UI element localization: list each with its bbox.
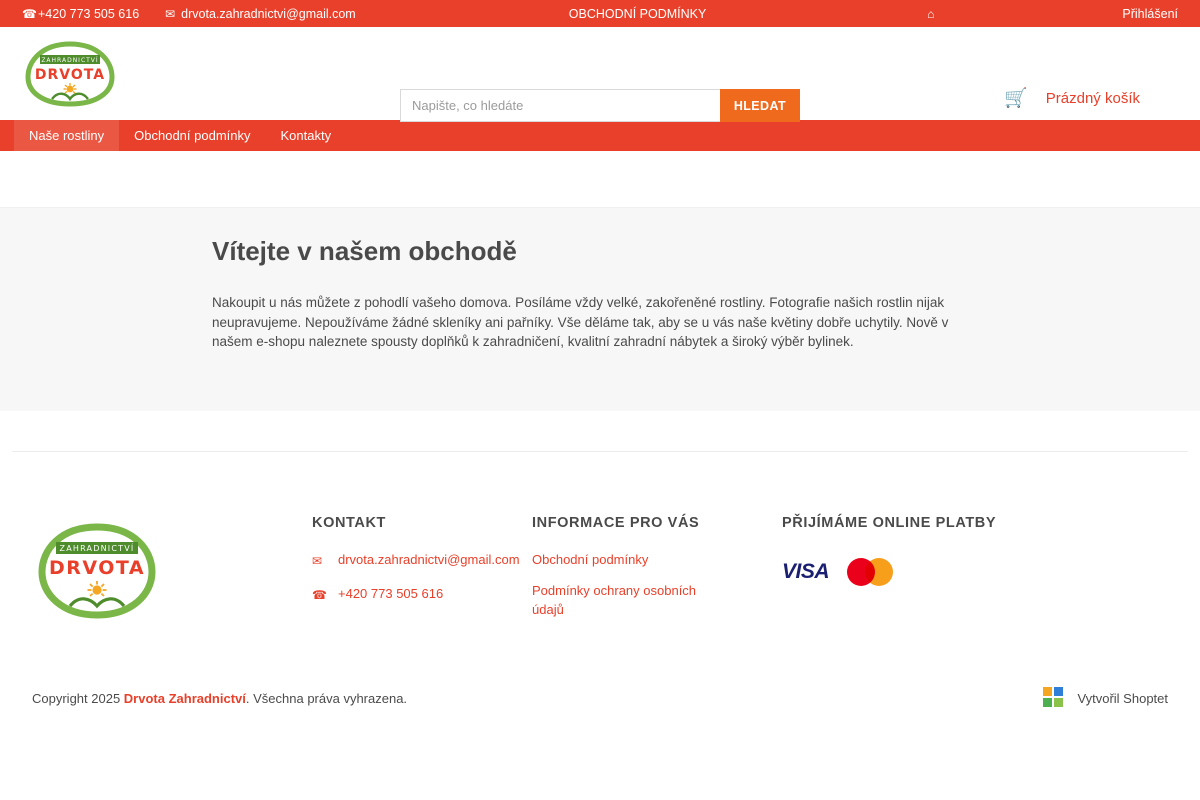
svg-text:ZAHRADNICTVÍ: ZAHRADNICTVÍ [59,544,135,553]
footer-email-text: drvota.zahradnictvi@gmail.com [338,552,520,567]
envelope-icon: ✉ [312,554,323,568]
site-header [0,27,1200,120]
login-link[interactable] [1122,7,1178,21]
cart-label: Prázdný košík [1045,90,1140,107]
made-by[interactable] [1043,687,1168,709]
footer-logo-column [32,514,312,625]
login-label: Přihlášení [1122,6,1178,21]
copyright-shop-name: Drvota Zahradnictví [123,690,246,706]
copyright-suffix: . Všechna práva vyhrazena. [245,690,408,706]
svg-text:ZAHRADNICTVÍ: ZAHRADNICTVÍ [41,56,99,64]
search-button[interactable]: HLEDAT [720,89,800,122]
footer-contact-column [312,514,532,618]
intro-text: Nakoupit u nás můžete z pohodlí vašeho domova. Posíláme vždy velké, zakořeněné rostliny. Fotografie našich rostlin nijak neupravujeme. Nepoužíváme žádné skleníky ani pařníky. Vše děláme tak, aby se u vás naše květiny dobře uchytily. Nově v našem e-shopu naleznete spousty doplňků k zahradničení, kvalitní zahradní nábytek a široký výběr bylinek. [212,295,949,349]
copyright-bar [12,687,1188,709]
footer-contact-heading: KONTAKT [312,515,387,531]
search-input[interactable] [400,89,720,122]
phone-icon: ☎ [22,6,37,21]
made-by-label[interactable]: Vytvořil Shoptet [1077,690,1168,706]
breadcrumb-current: OBCHODNÍ PODMÍNKY [568,6,707,21]
content-spacer [0,411,1200,451]
topbar-phone[interactable] [22,7,139,21]
footer-info-column [532,514,782,631]
nav-item-nase-rostliny[interactable] [14,120,119,151]
footer-link-obchodni-podminky[interactable]: Obchodní podmínky [532,552,649,567]
footer-payments-heading: PŘIJÍMÁME ONLINE PLATBY [782,515,997,531]
copyright-prefix: Copyright 2025 [32,690,121,706]
svg-text:DRVOTA: DRVOTA [34,66,106,83]
shoptet-logo-icon [1043,687,1065,709]
phone-icon: ☎ [312,588,327,602]
site-footer [0,452,1200,709]
footer-info-heading: INFORMACE PRO VÁS [532,515,700,531]
header-spacer [0,151,1200,207]
copyright-text [32,691,407,706]
topbar-email-text: drvota.zahradnictvi@gmail.com [181,6,356,21]
mastercard-icon [847,558,893,586]
payment-logos [782,558,1002,586]
drvota-zahradnictvi-logo-footer[interactable] [32,522,312,625]
visa-icon: VISA [782,560,830,583]
footer-phone[interactable] [312,584,482,605]
envelope-icon: ✉ [165,6,176,21]
cart-widget[interactable] [1004,89,1140,108]
nav-item-label: Naše rostliny [29,128,105,143]
drvota-zahradnictvi-logo[interactable] [22,41,118,107]
welcome-section [0,207,1200,411]
nav-item-kontakty[interactable] [266,120,347,151]
home-icon[interactable]: ⌂ [927,6,935,21]
page-title: Vítejte v našem obchodě [212,236,517,266]
nav-item-obchodni-podminky[interactable] [119,120,265,151]
nav-item-label: Obchodní podmínky [134,128,251,143]
breadcrumb [382,7,1123,21]
footer-link-ochrana-osobnich-udaju[interactable]: Podmínky ochrany osobních údajů [532,583,697,617]
svg-text:DRVOTA: DRVOTA [48,557,146,579]
footer-payments-column [782,514,1002,586]
nav-item-label: Kontakty [280,128,332,143]
top-bar [0,0,1200,27]
topbar-phone-text: +420 773 505 616 [38,6,140,21]
footer-email[interactable] [312,550,520,571]
search-form [400,89,800,122]
cart-icon[interactable]: 🛒 [1004,88,1028,109]
topbar-email[interactable] [165,7,356,21]
footer-phone-text: +420 773 505 616 [338,586,444,601]
main-navigation [0,120,1200,151]
